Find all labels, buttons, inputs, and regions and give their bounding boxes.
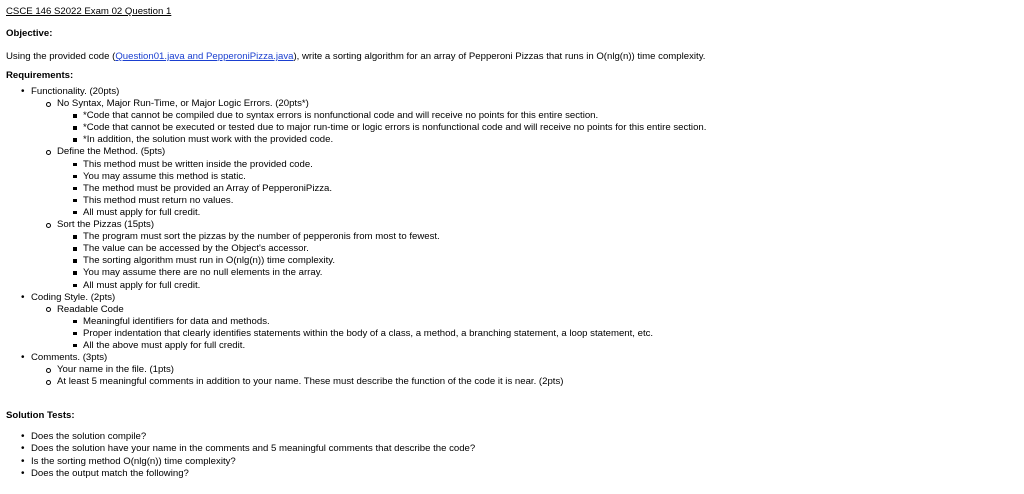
list-item: Your name in the file. (1pts) [6, 364, 1024, 376]
comments-item [6, 352, 1024, 388]
provided-code-link[interactable]: Question01.java and PepperoniPizza.java [115, 51, 294, 62]
list-item: *Code that cannot be executed or tested due to major run-time or logic errors is nonfunctional code and will receive no points for this entire section. [6, 122, 1024, 134]
requirements-heading: Requirements: [6, 70, 74, 81]
readable-code-sublist [57, 316, 1024, 352]
list-item: The value can be accessed by the Object's accessor. [6, 243, 1024, 255]
requirements-list [6, 86, 1024, 388]
coding-style-label: Coding Style. (2pts) [31, 291, 116, 303]
list-item: • Is the sorting method O(nlg(n)) time complexity? [6, 456, 1024, 468]
define-method-item [6, 146, 1024, 219]
list-item: • Does the solution compile? [6, 431, 1024, 443]
objective-paragraph [6, 51, 1024, 63]
solution-tests-list [6, 431, 1024, 479]
list-item: All the above must apply for full credit. [6, 340, 1024, 352]
list-item: *In addition, the solution must work with the provided code. [6, 134, 1024, 146]
list-item: The method must be provided an Array of PepperoniPizza. [6, 183, 1024, 195]
objective-text-after: ), write a sorting algorithm for an array of Pepperoni Pizzas that runs in O(nlg(n)) time complexity. [293, 51, 706, 62]
list-item: The sorting algorithm must run in O(nlg(n)) time complexity. [6, 255, 1024, 267]
list-item: • Does the output match the following? [6, 468, 1024, 480]
define-method-sublist [57, 159, 1024, 219]
list-item: Meaningful identifiers for data and methods. [6, 316, 1024, 328]
comments-label: Comments. (3pts) [31, 352, 108, 364]
functionality-sublist [31, 98, 1024, 292]
no-errors-label: No Syntax, Major Run-Time, or Major Logic Errors. (20pts*) [57, 98, 309, 110]
list-item: This method must return no values. [6, 195, 1024, 207]
list-item: The program must sort the pizzas by the number of pepperonis from most to fewest. [6, 231, 1024, 243]
objective-heading: Objective: [6, 28, 53, 39]
solution-tests-heading: Solution Tests: [6, 410, 75, 422]
readable-code-item [6, 304, 1024, 352]
coding-style-item [6, 292, 1024, 352]
list-item: You may assume there are no null elements in the array. [6, 267, 1024, 279]
list-item: Proper indentation that clearly identifies statements within the body of a class, a method, a branching statement, a loop statement, etc. [6, 328, 1024, 340]
no-errors-sublist [57, 110, 1024, 146]
list-item: • Does the solution have your name in the comments and 5 meaningful comments that describe the code? [6, 443, 1024, 455]
functionality-item [6, 86, 1024, 292]
objective-text-before: Using the provided code ( [6, 51, 116, 62]
list-item: At least 5 meaningful comments in addition to your name. These must describe the function of the code it is near. (2pts) [6, 376, 1024, 388]
comments-sublist [31, 364, 1024, 388]
no-errors-item [6, 98, 1024, 146]
document-title: CSCE 146 S2022 Exam 02 Question 1 [6, 6, 172, 17]
define-method-label: Define the Method. (5pts) [57, 146, 166, 158]
readable-code-label: Readable Code [57, 303, 124, 315]
list-item: *Code that cannot be compiled due to syntax errors is nonfunctional code and will receive no points for this entire section. [6, 110, 1024, 122]
sort-pizzas-sublist [57, 231, 1024, 291]
list-item: All must apply for full credit. [6, 280, 1024, 292]
list-item: All must apply for full credit. [6, 207, 1024, 219]
sort-pizzas-label: Sort the Pizzas (15pts) [57, 219, 155, 231]
list-item: This method must be written inside the provided code. [6, 159, 1024, 171]
list-item: You may assume this method is static. [6, 171, 1024, 183]
sort-pizzas-item [6, 219, 1024, 292]
functionality-label: Functionality. (20pts) [31, 86, 120, 97]
coding-style-sublist [31, 304, 1024, 352]
